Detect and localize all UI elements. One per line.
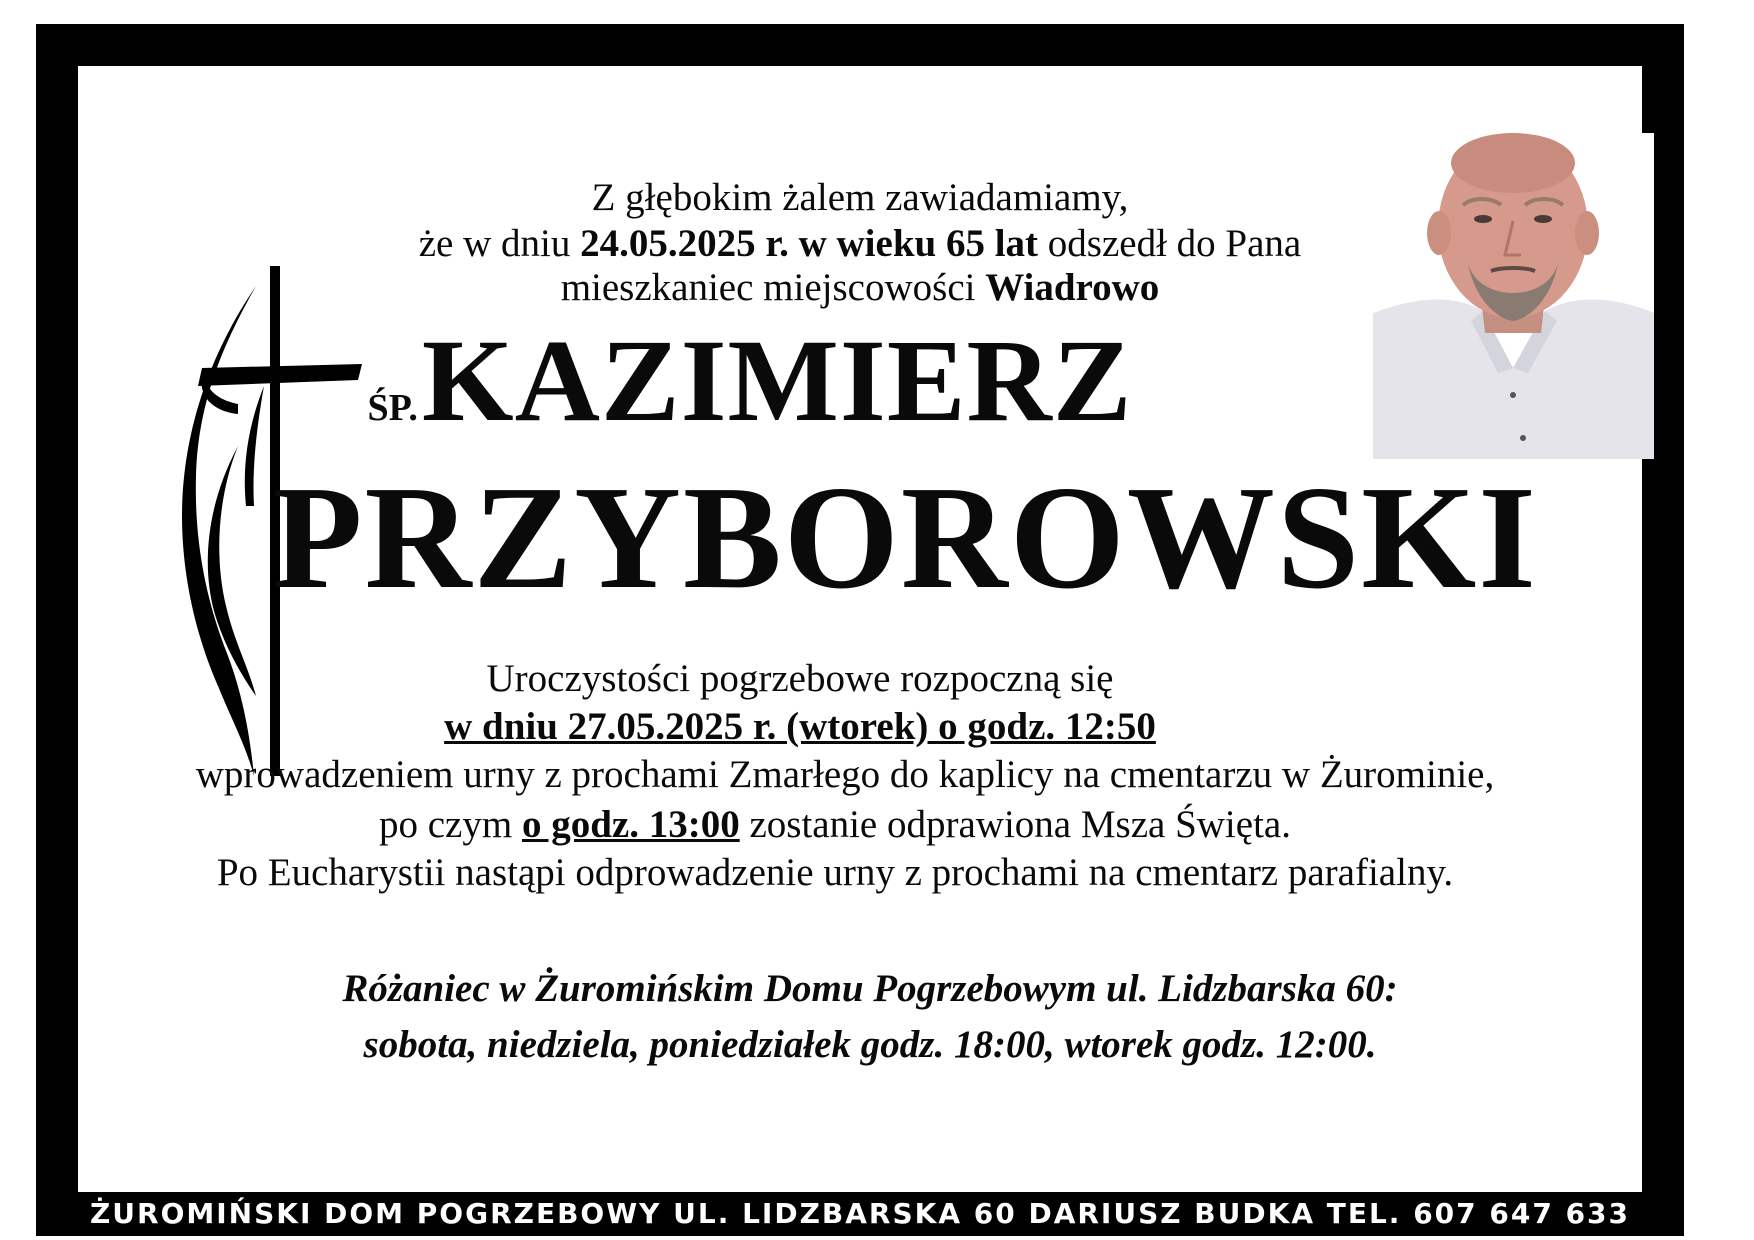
intro-line-1 (78, 176, 1642, 220)
first-name: KAZIMIERZ (421, 315, 1133, 446)
ceremony-line-3: wprowadzeniem urny z prochami Zmarłego do kaplicy na cmentarzu w Żurominie, (195, 753, 1495, 796)
mass-time: o godz. 13:00 (521, 803, 740, 846)
death-date-and-age: 24.05.2025 r. w wieku 65 lat (580, 222, 1039, 265)
intro-text-2-post: odszedł do Pana (1038, 222, 1302, 265)
obituary-card (78, 66, 1642, 1192)
intro-text-3-pre: mieszkaniec miejscowości (560, 266, 986, 309)
ceremony-text-4-post: zostanie odprawiona Msza Święta. (739, 803, 1291, 846)
surname: PRZYBOROWSKI (272, 456, 1538, 620)
intro-text-2-pre: że w dniu (418, 222, 581, 265)
ceremony-line-5: Po Eucharystii nastąpi odprowadzenie urny z prochami na cmentarz parafialny. (216, 851, 1454, 894)
name-prefix: ŚP. (367, 387, 418, 429)
ceremony-text-4-pre: po czym (379, 803, 522, 846)
rosary-line-2: sobota, niedziela, poniedziałek godz. 18:00, wtorek godz. 12:00. (363, 1023, 1377, 1066)
ceremony-line-2 (18, 704, 1582, 749)
ceremony-line-1: Uroczystości pogrzebowe rozpoczną się (486, 657, 1114, 700)
village-name: Wiadrowo (985, 266, 1160, 309)
intro-text-1: Z głębokim żalem zawiadamiamy, (591, 176, 1129, 219)
ceremony-line-4 (53, 802, 1617, 847)
ceremony-date-time: w dniu 27.05.2025 r. (wtorek) o godz. 12:50 (444, 705, 1156, 748)
rosary-line-1: Różaniec w Żuromińskim Domu Pogrzebowym ul. Lidzbarska 60: (342, 967, 1398, 1010)
intro-line-3 (78, 266, 1642, 310)
intro-line-2 (78, 222, 1642, 266)
obituary-frame (36, 24, 1684, 1236)
funeral-home-footer: ŻUROMIŃSKI DOM POGRZEBOWY UL. LIDZBARSKA 60 DARIUSZ BUDKA TEL. 607 647 633 (89, 1197, 1631, 1230)
